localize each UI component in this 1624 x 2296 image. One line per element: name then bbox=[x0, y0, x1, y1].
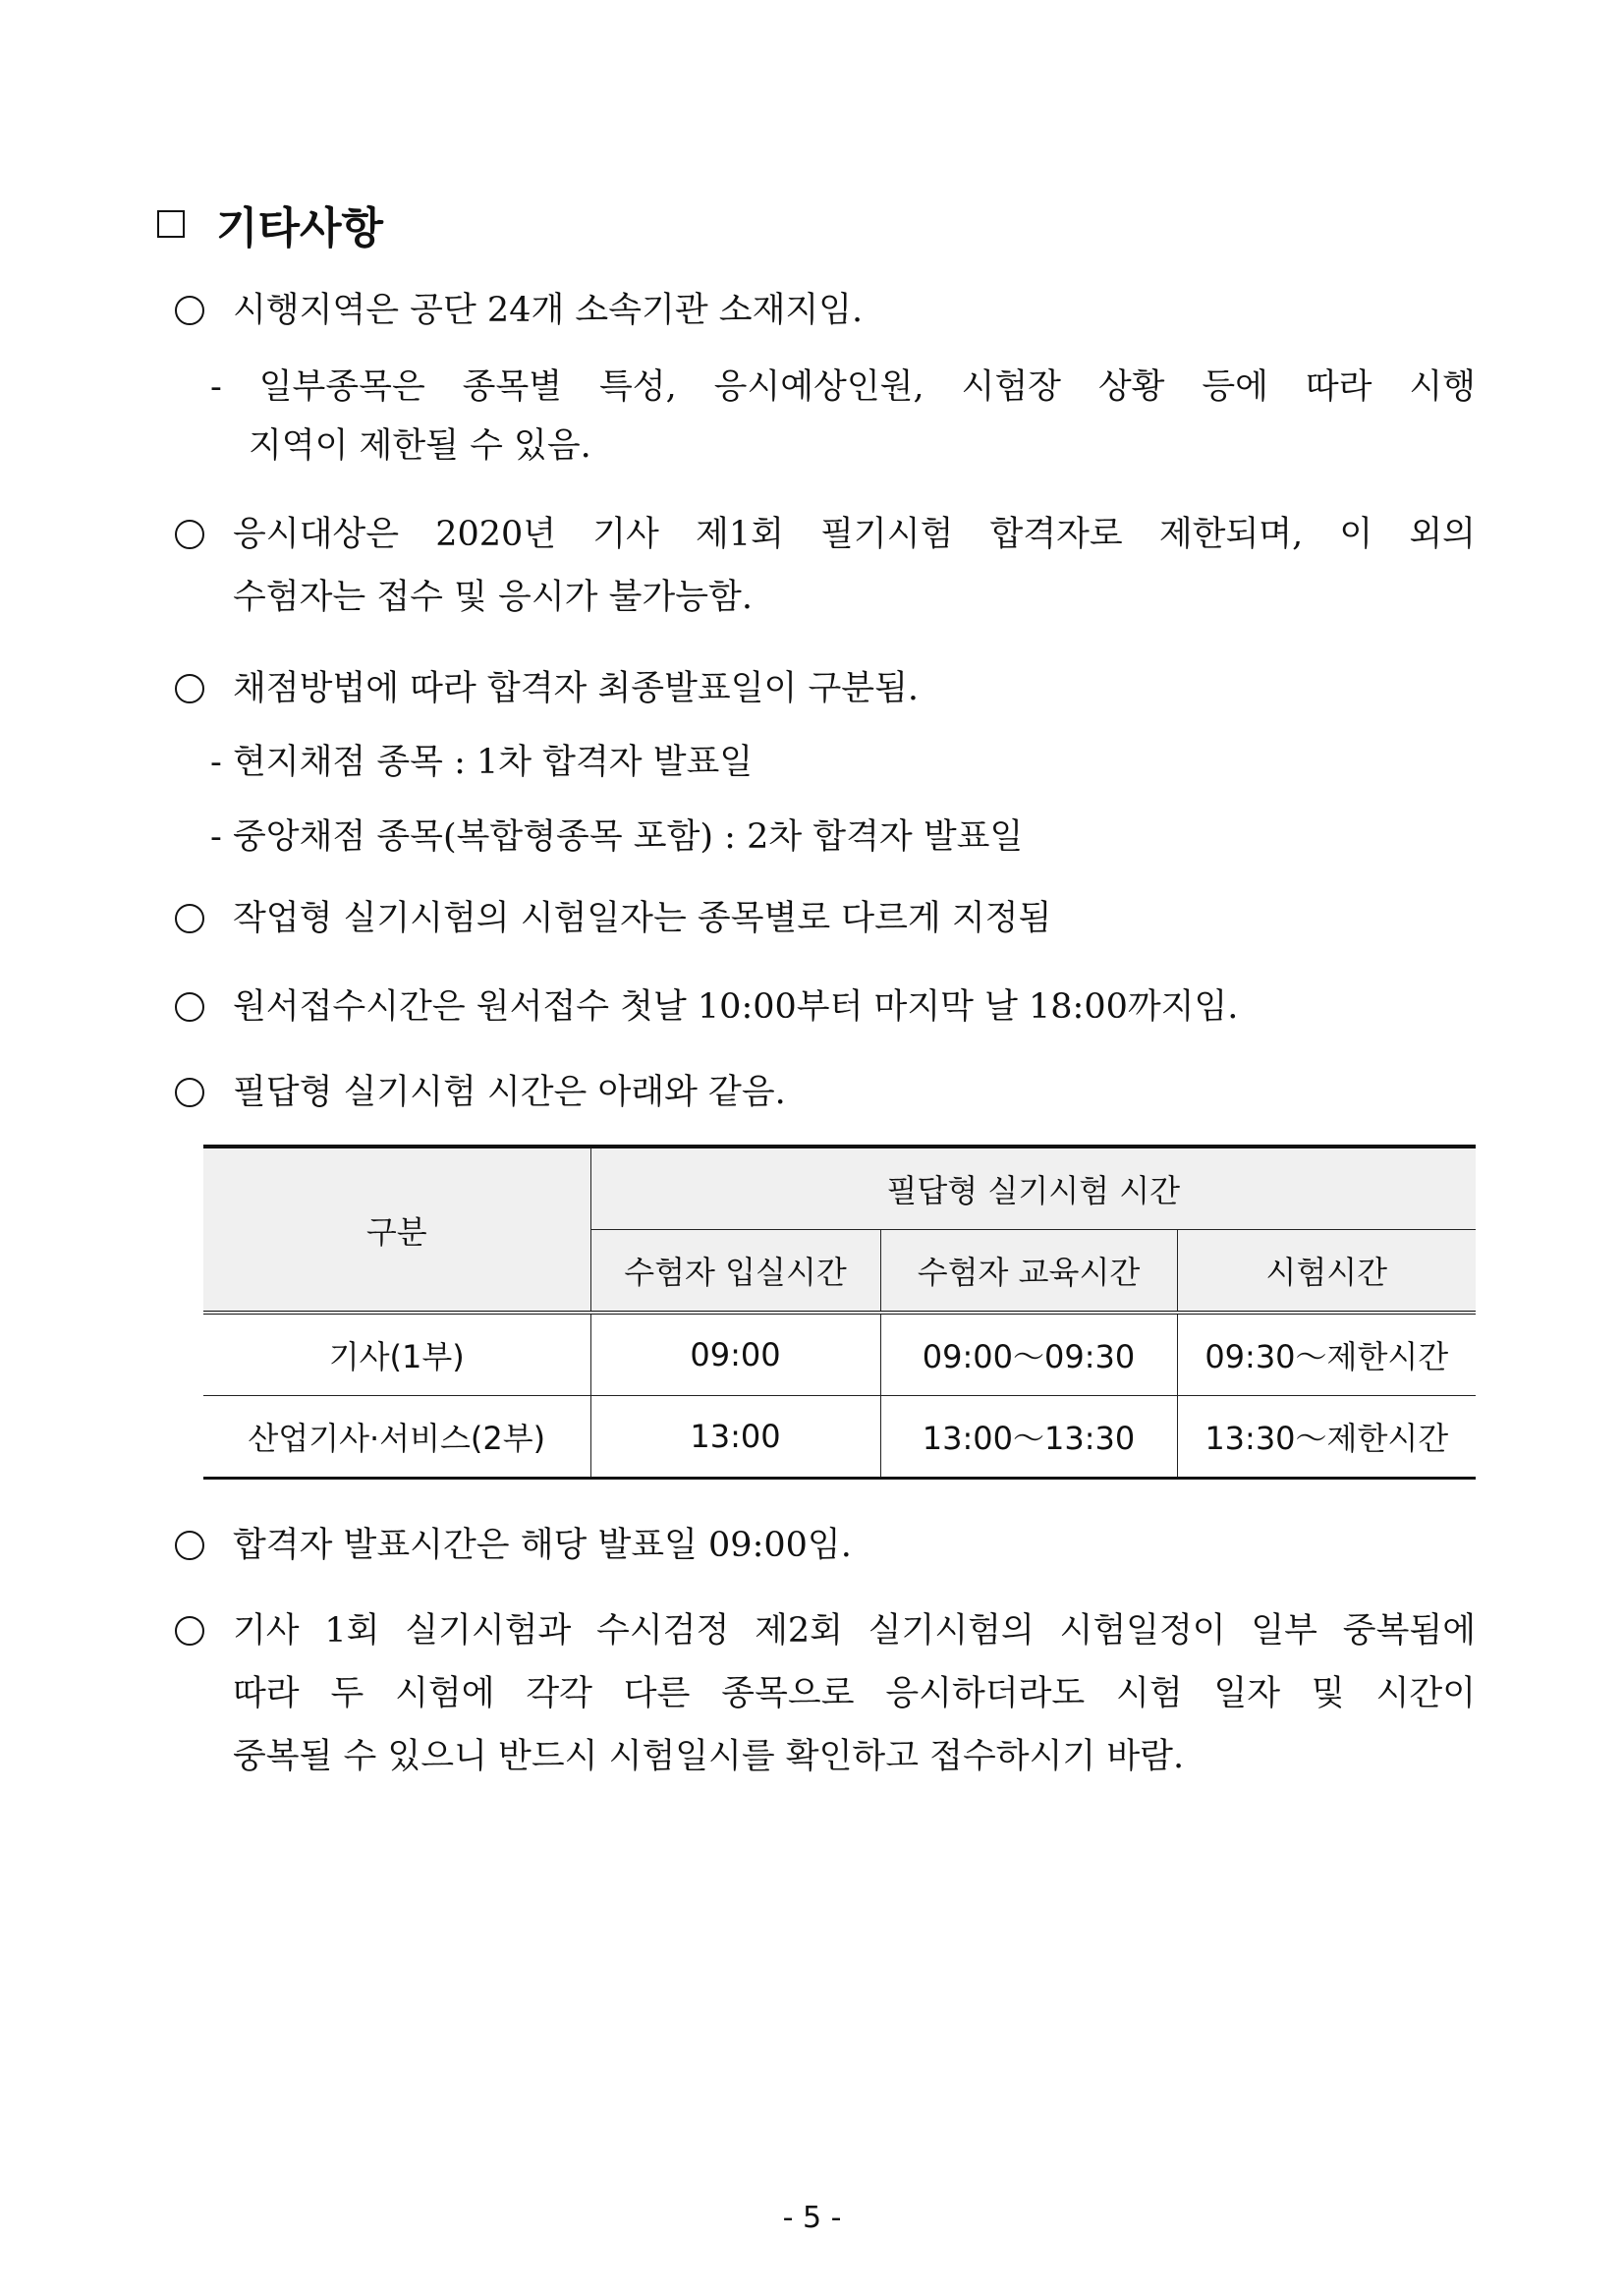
section-heading bbox=[157, 193, 383, 255]
list-item: 시행지역은 공단 24개 소속기관 소재지임. bbox=[233, 291, 864, 330]
table-header-group: 필답형 실기시험 시간 bbox=[590, 1147, 1476, 1230]
list-item: 기사 1회 실기시험과 수시검정 제2회 실기시험의 시험일정이 일부 중복됨에 bbox=[233, 1611, 1476, 1651]
table-cell-education: 13:00～13:30 bbox=[880, 1396, 1177, 1479]
circle-bullet-icon bbox=[175, 296, 204, 325]
circle-bullet-icon bbox=[175, 674, 204, 703]
table-cell-entry: 13:00 bbox=[590, 1396, 880, 1479]
list-item: 채점방법에 따라 합격자 최종발표일이 구분됨. bbox=[233, 669, 920, 708]
list-item: 합격자 발표시간은 해당 발표일 09:00임. bbox=[233, 1526, 852, 1565]
list-item-continuation: 따라 두 시험에 각각 다른 종목으로 응시하더라도 시험 일자 및 시간이 bbox=[233, 1674, 1476, 1713]
list-item: 필답형 실기시험 시간은 아래와 같음. bbox=[233, 1073, 786, 1112]
table-cell-entry: 09:00 bbox=[590, 1313, 880, 1396]
list-item: 작업형 실기시험의 시험일자는 종목별로 다르게 지정됨 bbox=[233, 899, 1052, 938]
circle-bullet-icon bbox=[175, 992, 204, 1022]
circle-bullet-icon bbox=[175, 904, 204, 933]
table-header-exam: 시험시간 bbox=[1177, 1230, 1476, 1314]
table-cell-exam: 13:30～제한시간 bbox=[1177, 1396, 1476, 1479]
sub-item: - 중앙채점 종목(복합형종목 포함) : 2차 합격자 발표일 bbox=[210, 817, 1024, 857]
table-row bbox=[203, 1313, 1476, 1396]
section-heading-text: 기타사항 bbox=[216, 203, 384, 253]
sub-item: - 현지채점 종목 : 1차 합격자 발표일 bbox=[210, 743, 754, 782]
square-bullet-icon bbox=[157, 210, 185, 238]
sub-item: - 일부종목은 종목별 특성, 응시예상인원, 시험장 상황 등에 따라 시행 bbox=[210, 367, 1476, 407]
table-row bbox=[203, 1396, 1476, 1479]
table-cell-category: 산업기사·서비스(2부) bbox=[203, 1396, 590, 1479]
exam-time-table bbox=[203, 1145, 1476, 1480]
circle-bullet-icon bbox=[175, 1078, 204, 1107]
table-cell-category: 기사(1부) bbox=[203, 1313, 590, 1396]
table-header-education: 수험자 교육시간 bbox=[880, 1230, 1177, 1314]
list-item: 응시대상은 2020년 기사 제1회 필기시험 합격자로 제한되며, 이 외의 bbox=[233, 515, 1476, 554]
sub-item-continuation: 지역이 제한될 수 있음. bbox=[249, 426, 591, 466]
list-item-continuation: 중복될 수 있으니 반드시 시험일시를 확인하고 접수하시기 바람. bbox=[233, 1737, 1185, 1776]
circle-bullet-icon bbox=[175, 520, 204, 549]
list-item-continuation: 수험자는 접수 및 응시가 불가능함. bbox=[233, 578, 753, 617]
table-cell-education: 09:00～09:30 bbox=[880, 1313, 1177, 1396]
circle-bullet-icon bbox=[175, 1616, 204, 1646]
table-header-category: 구분 bbox=[203, 1147, 590, 1313]
list-item: 원서접수시간은 원서접수 첫날 10:00부터 마지막 날 18:00까지임. bbox=[233, 987, 1239, 1027]
table-header-entry: 수험자 입실시간 bbox=[590, 1230, 880, 1314]
page-number: - 5 - bbox=[782, 2201, 842, 2235]
circle-bullet-icon bbox=[175, 1531, 204, 1560]
table-cell-exam: 09:30～제한시간 bbox=[1177, 1313, 1476, 1396]
